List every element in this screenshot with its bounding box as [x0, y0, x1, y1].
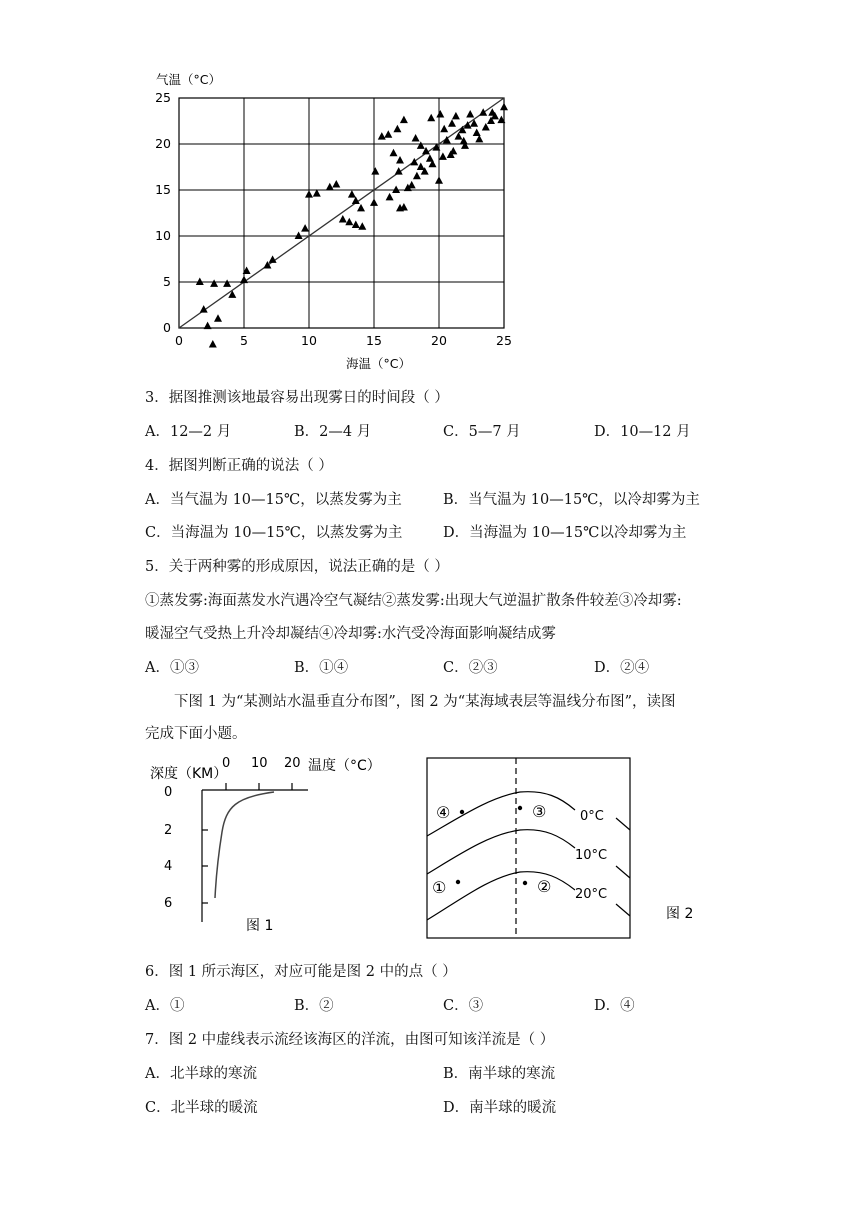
scatter-point — [412, 134, 420, 142]
scatter-point — [452, 112, 460, 120]
scatter-point — [473, 128, 481, 136]
scatter-point — [371, 167, 379, 175]
q7-option-a[interactable]: A．北半球的寒流 — [145, 1066, 257, 1082]
q4-stem: 4．据图判断正确的说法（ ） — [145, 458, 333, 474]
scatter-point — [488, 108, 496, 116]
q4-option-c[interactable]: C．当海温为 10—15℃，以蒸发雾为主 — [145, 525, 403, 541]
scatter-ytick-label: 0 — [163, 320, 171, 335]
scatter-point — [357, 204, 365, 212]
scatter-point — [417, 163, 425, 171]
scatter-point — [210, 279, 218, 287]
fig2-point-3-label: ③ — [532, 802, 547, 821]
fig2-ext — [616, 818, 630, 830]
scatter-point — [223, 279, 231, 287]
q3-option-c[interactable]: C．5—7 月 — [443, 424, 521, 440]
scatter-point — [196, 278, 204, 286]
scatter-point — [400, 116, 408, 124]
q7-option-b[interactable]: B．南半球的寒流 — [443, 1066, 556, 1082]
fig2-point-1-label: ① — [432, 878, 447, 897]
scatter-point — [345, 218, 353, 226]
scatter-xtick-label: 25 — [496, 333, 512, 348]
fig1-xlabel: 温度（°C） — [308, 758, 381, 774]
scatter-ytick-label: 15 — [155, 182, 171, 197]
scatter-point — [378, 132, 386, 140]
scatter-xtick-label: 5 — [240, 333, 248, 348]
q5-option-c[interactable]: C．②③ — [443, 660, 498, 676]
q6-option-c[interactable]: C．③ — [443, 998, 484, 1014]
fig1-ytick-label: 6 — [164, 896, 173, 911]
scatter-point — [500, 103, 508, 111]
q5-option-d[interactable]: D．②④ — [594, 660, 650, 676]
fig1-ytick-label: 0 — [164, 785, 173, 800]
q5-statement-line2: 暖湿空气受热上升冷却凝结④冷却雾:水汽受冷海面影响凝结成雾 — [145, 626, 556, 642]
fig2-point-2 — [523, 881, 527, 885]
sea-air-temp-scatter — [150, 68, 530, 378]
scatter-point — [417, 141, 425, 149]
q3-stem: 3．据图推测该地最容易出现雾日的时间段（ ） — [145, 390, 449, 406]
fig1-caption: 图 1 — [246, 918, 274, 934]
q3-option-a[interactable]: A．12—2 月 — [145, 424, 232, 440]
scatter-xtick-label: 10 — [301, 333, 317, 348]
q3-option-b[interactable]: B．2—4 月 — [294, 424, 372, 440]
q6-stem: 6．图 1 所示海区，对应可能是图 2 中的点（ ） — [145, 964, 457, 980]
scatter-point — [413, 172, 421, 180]
scatter-point — [384, 130, 392, 138]
q4-option-b[interactable]: B．当气温为 10—15℃，以冷却雾为主 — [443, 492, 700, 508]
scatter-point — [393, 125, 401, 133]
scatter-xtick-label: 15 — [366, 333, 382, 348]
intro-line2: 完成下面小题。 — [145, 726, 247, 742]
scatter-ytick-label: 20 — [155, 136, 171, 151]
scatter-point — [479, 108, 487, 116]
scatter-point — [370, 198, 378, 206]
q7-stem: 7．图 2 中虚线表示流经该海区的洋流，由图可知该洋流是（ ） — [145, 1032, 555, 1048]
fig1-temperature-curve — [215, 792, 274, 898]
scatter-point — [295, 232, 303, 240]
q3-option-d[interactable]: D．10—12 月 — [594, 424, 691, 440]
scatter-point — [352, 220, 360, 228]
fig2-point-4 — [460, 810, 464, 814]
scatter-point — [386, 193, 394, 201]
fig2-label-0c: 0°C — [580, 809, 604, 824]
scatter-point — [482, 123, 490, 131]
q4-option-d[interactable]: D．当海温为 10—15℃以冷却雾为主 — [443, 525, 687, 541]
q7-option-c[interactable]: C．北半球的暖流 — [145, 1100, 258, 1116]
scatter-ytick-label: 5 — [163, 274, 171, 289]
fig2-point-3 — [518, 806, 522, 810]
scatter-point — [408, 181, 416, 189]
fig2-point-1 — [456, 880, 460, 884]
fig1-xtick-label: 0 — [222, 756, 231, 771]
scatter-point — [358, 222, 366, 230]
scatter-point — [436, 110, 444, 118]
q5-statement-line1: ①蒸发雾:海面蒸发水汽遇冷空气凝结②蒸发雾:出现大气逆温扩散条件较差③冷却雾: — [145, 593, 682, 609]
scatter-xtick-label: 0 — [175, 333, 183, 348]
scatter-point — [204, 322, 212, 330]
scatter-point — [214, 314, 222, 322]
q6-option-d[interactable]: D．④ — [594, 998, 635, 1014]
q5-option-b[interactable]: B．①④ — [294, 660, 349, 676]
scatter-point — [427, 114, 435, 122]
scatter-point — [348, 190, 356, 198]
scatter-point — [326, 183, 334, 191]
scatter-point — [455, 132, 463, 140]
scatter-point — [305, 190, 313, 198]
scatter-points — [196, 103, 508, 348]
scatter-ylabel: 气温（°C） — [156, 72, 221, 87]
q6-option-a[interactable]: A．① — [145, 998, 185, 1014]
scatter-xtick-label: 20 — [431, 333, 447, 348]
fig2-isotherm-20 — [427, 872, 575, 920]
scatter-point — [392, 186, 400, 194]
scatter-point — [301, 224, 309, 232]
fig2-ext — [616, 866, 630, 878]
fig1-xtick-label: 10 — [251, 756, 268, 771]
scatter-point — [339, 215, 347, 223]
scatter-point — [435, 176, 443, 184]
fig2-caption: 图 2 — [666, 906, 694, 922]
scatter-point — [390, 149, 398, 157]
figure-2-isotherm-map — [420, 752, 710, 942]
q5-option-a[interactable]: A．①③ — [145, 660, 199, 676]
q7-option-d[interactable]: D．南半球的暖流 — [443, 1100, 557, 1116]
scatter-xlabel: 海温（°C） — [346, 356, 411, 371]
fig1-ytick-label: 2 — [164, 823, 173, 838]
fig1-xtick-label: 20 — [284, 756, 301, 771]
fig2-point-4-label: ④ — [436, 803, 451, 822]
scatter-point — [475, 135, 483, 143]
fig2-label-20c: 20°C — [575, 887, 608, 902]
scatter-point — [332, 180, 340, 188]
fig1-ytick-label: 4 — [164, 859, 173, 874]
scatter-ytick-label: 25 — [155, 90, 171, 105]
fig2-ext — [616, 904, 630, 916]
q4-option-a[interactable]: A．当气温为 10—15℃，以蒸发雾为主 — [145, 492, 402, 508]
fig2-isotherm-10 — [427, 830, 575, 874]
scatter-ytick-label: 10 — [155, 228, 171, 243]
figure-1-water-temp-profile — [146, 752, 386, 942]
q6-option-b[interactable]: B．② — [294, 998, 334, 1014]
scatter-point — [209, 340, 217, 348]
scatter-reference-line — [179, 98, 504, 328]
scatter-point — [466, 110, 474, 118]
fig1-ylabel: 深度（KM） — [150, 766, 228, 782]
intro-line1: 下图 1 为“某测站水温垂直分布图”，图 2 为“某海域表层等温线分布图”，读图 — [174, 694, 676, 710]
scatter-point — [440, 125, 448, 133]
fig2-point-2-label: ② — [537, 877, 552, 896]
scatter-point — [439, 152, 447, 160]
scatter-point — [448, 119, 456, 127]
q5-stem: 5．关于两种雾的形成原因，说法正确的是（ ） — [145, 559, 449, 575]
scatter-point — [396, 156, 404, 164]
fig2-label-10c: 10°C — [575, 848, 608, 863]
